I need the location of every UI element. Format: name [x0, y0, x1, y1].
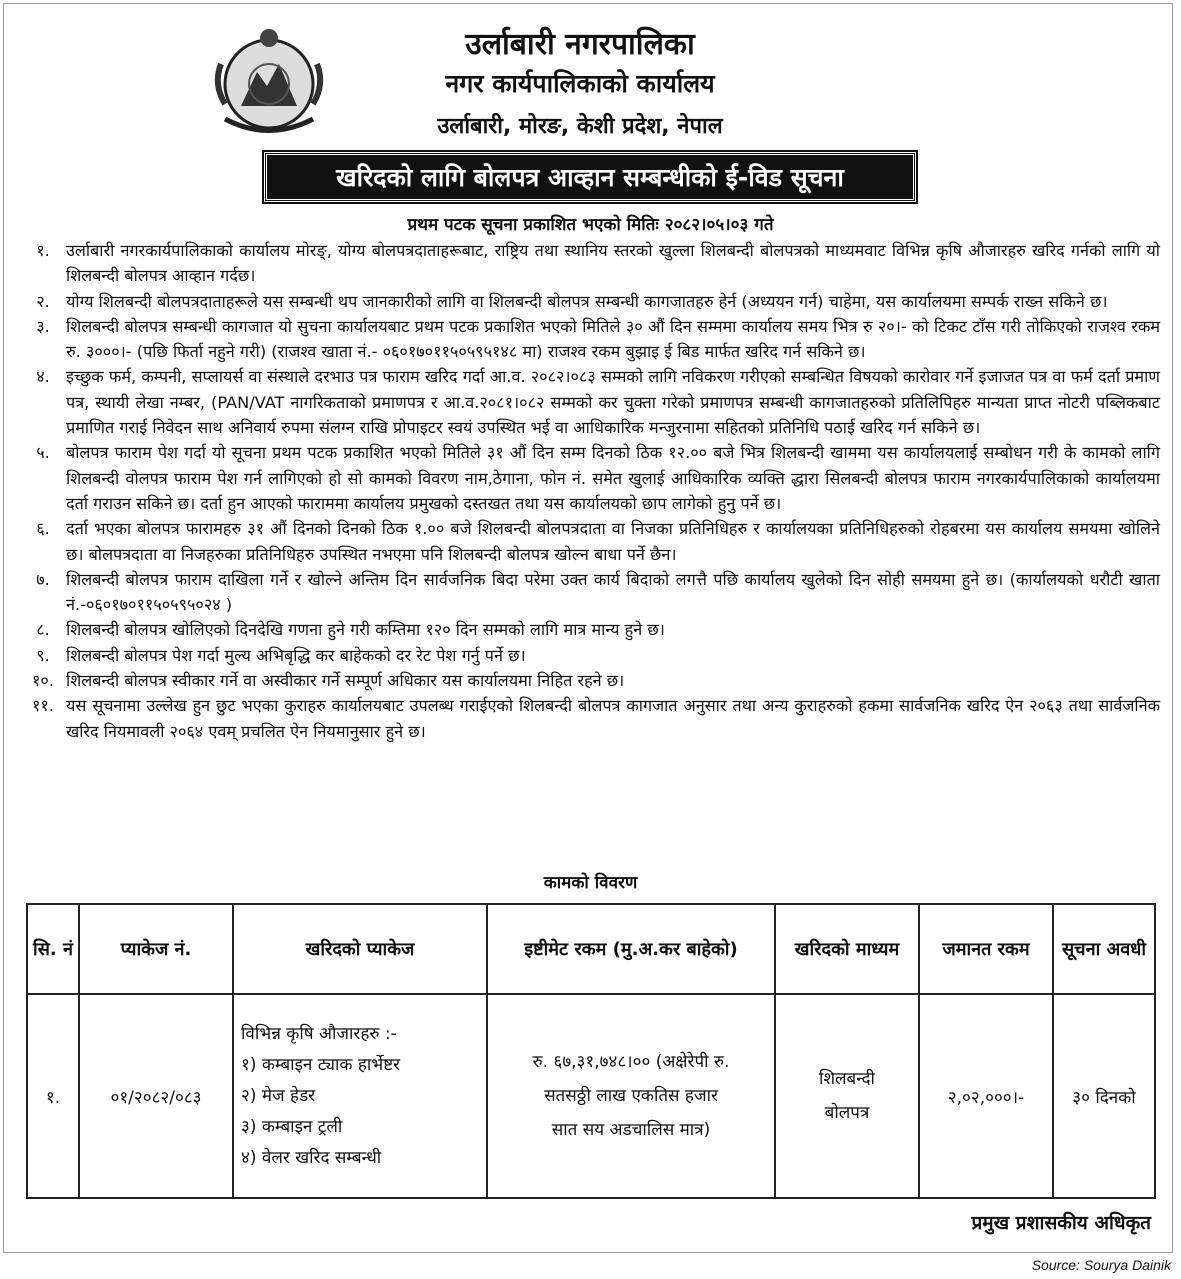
header-notice-period: सूचना अवधी	[1053, 904, 1155, 994]
header-package: खरिदको प्याकेज	[233, 904, 487, 994]
item-number: २.	[36, 291, 50, 311]
header-sn: सि. नं	[27, 904, 79, 994]
item-number: ४.	[36, 367, 50, 387]
list-item	[20, 668, 1160, 693]
list-item	[20, 567, 1160, 618]
list-item	[20, 617, 1160, 642]
item-text: शिलबन्दी बोलपत्र फाराम दाखिला गर्ने र खोल्ने अन्तिम दिन सार्वजनिक बिदा परेमा उक्त कार्य बिदाको लगत्तै पछि कार्यालय खुलेको दिन सोही समयमा हुने छ। (कार्यालयको धरौटी खाता नं.-०६०१७०११५०५९५०२४ )	[66, 569, 1160, 615]
item-text: उर्लाबारी नगरकार्यपालिकाको कार्यालय मोरङ्, योग्य बोलपत्रदाताहरूबाट, राष्ट्रिय तथा स्थानिय स्तरको खुल्ला शिलबन्दी बोलपत्रको माध्यमवाट विभिन्न कृषि औजारहरु खरिद गर्नको लागि यो शिलबन्दी बोलपत्र आव्हान गर्दछ।	[66, 241, 1160, 286]
mode-line: शिलबन्दी	[819, 1069, 875, 1089]
list-item	[20, 314, 1160, 365]
list-item	[20, 238, 1160, 289]
package-line: विभिन्न कृषि औजारहरु :-	[241, 1023, 397, 1044]
office-address: उर्लाबारी, मोरङ, केशी प्रदेश, नेपाल	[437, 114, 723, 139]
list-item	[20, 289, 1160, 314]
table-header-row	[27, 904, 1155, 994]
item-number: ५.	[36, 443, 50, 463]
item-number: ११.	[32, 696, 54, 716]
package-line: ४) वेलर खरिद सम्बन्धी	[241, 1147, 382, 1168]
header-estimate: इष्टीमेट रकम (मु.अ.कर बाहेको)	[487, 904, 775, 994]
list-item	[20, 643, 1160, 668]
header-mode: खरिदको माध्यम	[775, 904, 919, 994]
item-number: ६.	[36, 519, 50, 539]
item-number: ८.	[36, 620, 50, 640]
item-number: १०.	[32, 671, 54, 691]
list-item	[20, 693, 1160, 744]
item-text: शिलबन्दी बोलपत्र सम्बन्धी कागजात यो सुचना कार्यालयबाट प्रथम पटक प्रकाशित भएको मितिले ३० औं दिन सम्ममा कार्यालय समय भित्र रु २०।- को टिकट टाँस गरी तोकिएको राजश्व रकम रु. ३०००।- (पछि फिर्ता नहुने गरी) (राजश्व खाता नं.- ०६०१७०११५०५९५१४८ मा) राजश्व रकम बुझाइ ई बिड मार्फत खरिद गर्न सकिने छ।	[66, 316, 1160, 362]
publication-date: प्रथम पटक सूचना प्रकाशित भएको मितिः २०८२।०५।०३ गते	[407, 215, 774, 235]
list-item	[20, 364, 1160, 440]
item-number: ७.	[36, 569, 50, 589]
item-number: १.	[36, 241, 50, 260]
item-text: शिलबन्दी बोलपत्र स्वीकार गर्ने वा अस्वीकार गर्ने सम्पूर्ण अधिकार यस कार्यालयमा निहित रहने छ।	[66, 671, 625, 691]
municipality-name: उर्लाबारी नगरपालिका	[465, 27, 695, 62]
cell-security: २,०२,०००।-	[919, 994, 1053, 1198]
cell-notice-period: ३० दिनको	[1053, 994, 1155, 1198]
package-line: १) कम्बाइन ट्याक हार्भेष्टर	[241, 1054, 401, 1075]
cell-sn: १.	[27, 994, 79, 1198]
cell-package-no: ०१/२०८२/०८३	[79, 994, 233, 1198]
header-package-no: प्याकेज नं.	[79, 904, 233, 994]
item-text: शिलबन्दी बोलपत्र पेश गर्दा मुल्य अभिबृद्धि कर बाहेकको दर रेट पेश गर्नु पर्ने छ।	[66, 645, 526, 665]
estimate-line: रु. ६७,३१,७४८।०० (अक्षेरेपी रु.	[532, 1052, 730, 1072]
notice-banner: खरिदको लागि बोलपत्र आव्हान सम्बन्धीको ई-विड सूचना	[264, 152, 916, 202]
cell-package	[233, 994, 487, 1198]
item-text: योग्य शिलबन्दी बोलपत्रदाताहरूले यस सम्बन्धी थप जानकारीको लागि वा शिलबन्दी बोलपत्र सम्बन्धी कागजातहरु हेर्न (अध्ययन गर्न) चाहेमा, यस कार्यालयमा सम्पर्क राख्न सकिने छ।	[66, 291, 1108, 311]
package-line: २) मेज हेडर	[241, 1085, 316, 1106]
table-row	[27, 994, 1155, 1198]
notice-items	[20, 238, 1160, 744]
header-security: जमानत रकम	[919, 904, 1053, 994]
item-number: ३.	[36, 316, 50, 336]
office-name: नगर कार्यपालिकाको कार्यालय	[445, 69, 715, 98]
estimate-line: सात सय अडचालिस मात्र)	[551, 1120, 711, 1140]
item-text: इच्छुक फर्म, कम्पनी, सप्लायर्स वा संस्थाले दरभाउ पत्र फाराम खरिद गर्दा आ.व. २०८२।०८३ सम्मको लागि नविकरण गरीएको सम्बन्धित विषयको कारोवार गर्ने इजाजत पत्र वा फर्म दर्ता प्रमाण पत्र, स्थायी लेखा नम्बर, (PAN/VAT नागरिकताको प्रमाणपत्र र आ.व.२०८१।०८२ सम्मको कर चुक्ता गरेको प्रमाणपत्र सम्बन्धी कागजातहरुको प्रतिलिपिहरु मान्यता प्राप्त नोटरी पब्लिकबाट प्रमाणित गराई निवेदन साथ अनिवार्य रुपमा संलग्न राखि प्रोपाइटर स्वयं उपस्थित भई वा आधिकारिक मन्जुरनामा सहितको प्रतिनिधि पठाई खरिद गर्न सकिने छ।	[66, 367, 1160, 438]
item-text: शिलबन्दी बोलपत्र खोलिएको दिनदेखि गणना हुने गरी कम्तिमा १२० दिन सम्मको लागि मात्र मान्य हुने छ।	[66, 620, 665, 640]
list-item	[20, 440, 1160, 516]
signature-title: प्रमुख प्रशासकीय अधिकृत	[971, 1212, 1151, 1234]
estimate-line: सतसठ्ठी लाख एकतिस हजार	[544, 1086, 718, 1106]
cell-estimate	[487, 994, 775, 1198]
item-text: यस सूचनामा उल्लेख हुन छुट भएका कुराहरु कार्यालयबाट उपलब्ध गराईएको शिलबन्दी बोलपत्र कागजात अनुसार तथा अन्य कुराहरुको हकमा सार्वजनिक खरिद ऐन २०६३ तथा सार्वजनिक खरिद नियमावली २०६४ एवम् प्रचलित ऐन नियमानुसार हुने छ।	[66, 696, 1160, 741]
package-line: ३) कम्बाइन ट्रली	[241, 1116, 343, 1137]
item-text: बोलपत्र फाराम पेश गर्दा यो सूचना प्रथम पटक प्रकाशित भएको मितिले ३१ औं दिन सम्म दिनको ठिक १२.०० बजे भित्र शिलबन्दी खाममा यस कार्यालयलाई सम्बोधन गरी के कामको लागि शिलबन्दी वोलपत्र फाराम पेश गर्न लागिएको हो सो कामको विवरण नाम,ठेगाना, फोन नं. समेत खुलाई आधिकारिक व्यक्ति द्धारा सिलबन्दी बोलपत्र फाराम नगरकार्यपालिकाको कार्यालयमा दर्ता गराउन सकिने छ। दर्ता हुन आएको फाराममा कार्यालय प्रमुखको दस्तखत तथा यस कार्यालयको छाप लागेको हुनु पर्ने छ।	[66, 443, 1160, 513]
item-number: ९.	[36, 645, 50, 665]
source-credit: Source: Sourya Dainik	[1031, 1257, 1171, 1273]
work-details-title: कामको विवरण	[543, 873, 638, 893]
work-details-table	[26, 903, 1156, 1199]
mode-line: बोलपत्र	[824, 1103, 870, 1123]
item-text: दर्ता भएका बोलपत्र फारामहरु ३१ औं दिनको दिनको ठिक १.०० बजे शिलबन्दी बोलपत्रदाता वा निजका प्रतिनिधिहरु र कार्यालयका प्रतिनिधिहरुको रोहबरमा यस कार्यालय समयमा खोलिने छ। बोलपत्रदाता वा निजहरुका प्रतिनिधिहरु उपस्थित नभएमा पनि शिलबन्दी बोलपत्र खोल्न बाधा पर्ने छैन।	[66, 519, 1160, 564]
cell-mode	[775, 994, 919, 1198]
list-item	[20, 516, 1160, 567]
